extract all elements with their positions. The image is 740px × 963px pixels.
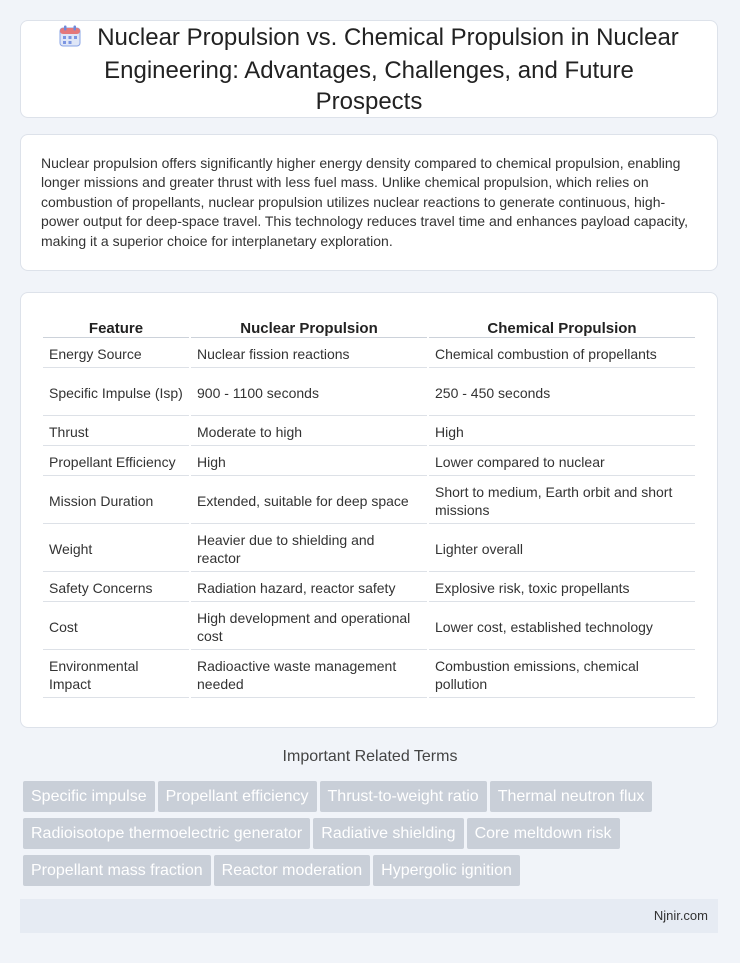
- calendar-icon: [59, 24, 81, 55]
- chemical-cell: Explosive risk, toxic propellants: [429, 574, 695, 602]
- intro-paragraph: Nuclear propulsion offers significantly higher energy density compared to chemical propulsion, enabling longer missions and greater thrust with less fuel mass. Unlike chemical propulsion, which relies on combustion of propellants, nuclear propulsion utilizes nuclear reactions to generate continuous, high-power output for deep-space travel. This technology reduces travel time and enhances payload capacity, making it a superior choice for interplanetary exploration.: [41, 155, 688, 249]
- header-feature: Feature: [43, 315, 189, 338]
- term-tag[interactable]: Reactor moderation: [214, 855, 371, 886]
- nuclear-cell: Moderate to high: [191, 418, 427, 446]
- feature-cell: Propellant Efficiency: [43, 448, 189, 476]
- term-tag[interactable]: Core meltdown risk: [467, 818, 620, 849]
- feature-cell: Safety Concerns: [43, 574, 189, 602]
- table-row: [43, 526, 695, 572]
- related-terms-heading: Important Related Terms: [282, 748, 458, 765]
- related-terms-list: [23, 781, 723, 892]
- chemical-cell: Lower cost, established technology: [429, 604, 695, 650]
- table-row: [43, 418, 695, 446]
- chemical-cell: Short to medium, Earth orbit and short missions: [429, 478, 695, 524]
- intro-card: [20, 134, 718, 271]
- nuclear-cell: 900 - 1100 seconds: [191, 370, 427, 416]
- header-nuclear: Nuclear Propulsion: [191, 315, 427, 338]
- footer-site-link[interactable]: Njnir.com: [653, 908, 708, 923]
- feature-cell: Mission Duration: [43, 478, 189, 524]
- title-card: [20, 20, 718, 118]
- chemical-cell: 250 - 450 seconds: [429, 370, 695, 416]
- chemical-cell: High: [429, 418, 695, 446]
- term-tag[interactable]: Propellant mass fraction: [23, 855, 211, 886]
- nuclear-cell: High: [191, 448, 427, 476]
- chemical-cell: Combustion emissions, chemical pollution: [429, 652, 695, 698]
- page-title: [51, 22, 687, 117]
- feature-cell: Cost: [43, 604, 189, 650]
- table-row: [43, 448, 695, 476]
- feature-cell: Weight: [43, 526, 189, 572]
- table-row: [43, 340, 695, 368]
- header-chemical: Chemical Propulsion: [429, 315, 695, 338]
- table-row: [43, 604, 695, 650]
- nuclear-cell: Nuclear fission reactions: [191, 340, 427, 368]
- term-tag[interactable]: Thrust-to-weight ratio: [320, 781, 487, 812]
- nuclear-cell: Extended, suitable for deep space: [191, 478, 427, 524]
- feature-cell: Thrust: [43, 418, 189, 446]
- page-title-text: Nuclear Propulsion vs. Chemical Propulsion in Nuclear Engineering: Advantages, Challenges, and Future Prospects: [97, 23, 679, 115]
- term-tag[interactable]: Thermal neutron flux: [490, 781, 653, 812]
- feature-cell: Energy Source: [43, 340, 189, 368]
- chemical-cell: Lower compared to nuclear: [429, 448, 695, 476]
- table-row: [43, 652, 695, 698]
- comparison-card: [20, 292, 718, 728]
- comparison-table: [41, 313, 697, 700]
- feature-cell: Specific Impulse (Isp): [43, 370, 189, 416]
- nuclear-cell: High development and operational cost: [191, 604, 427, 650]
- feature-cell: Environmental Impact: [43, 652, 189, 698]
- term-tag[interactable]: Hypergolic ignition: [373, 855, 520, 886]
- table-row: [43, 370, 695, 416]
- term-tag[interactable]: Specific impulse: [23, 781, 155, 812]
- nuclear-cell: Radiation hazard, reactor safety: [191, 574, 427, 602]
- table-row: [43, 478, 695, 524]
- term-tag[interactable]: Radioisotope thermoelectric generator: [23, 818, 310, 849]
- chemical-cell: Lighter overall: [429, 526, 695, 572]
- term-tag[interactable]: Radiative shielding: [313, 818, 463, 849]
- nuclear-cell: Radioactive waste management needed: [191, 652, 427, 698]
- table-row: [43, 574, 695, 602]
- nuclear-cell: Heavier due to shielding and reactor: [191, 526, 427, 572]
- term-tag[interactable]: Propellant efficiency: [158, 781, 317, 812]
- table-header-row: [43, 315, 695, 338]
- footer: [20, 899, 718, 933]
- chemical-cell: Chemical combustion of propellants: [429, 340, 695, 368]
